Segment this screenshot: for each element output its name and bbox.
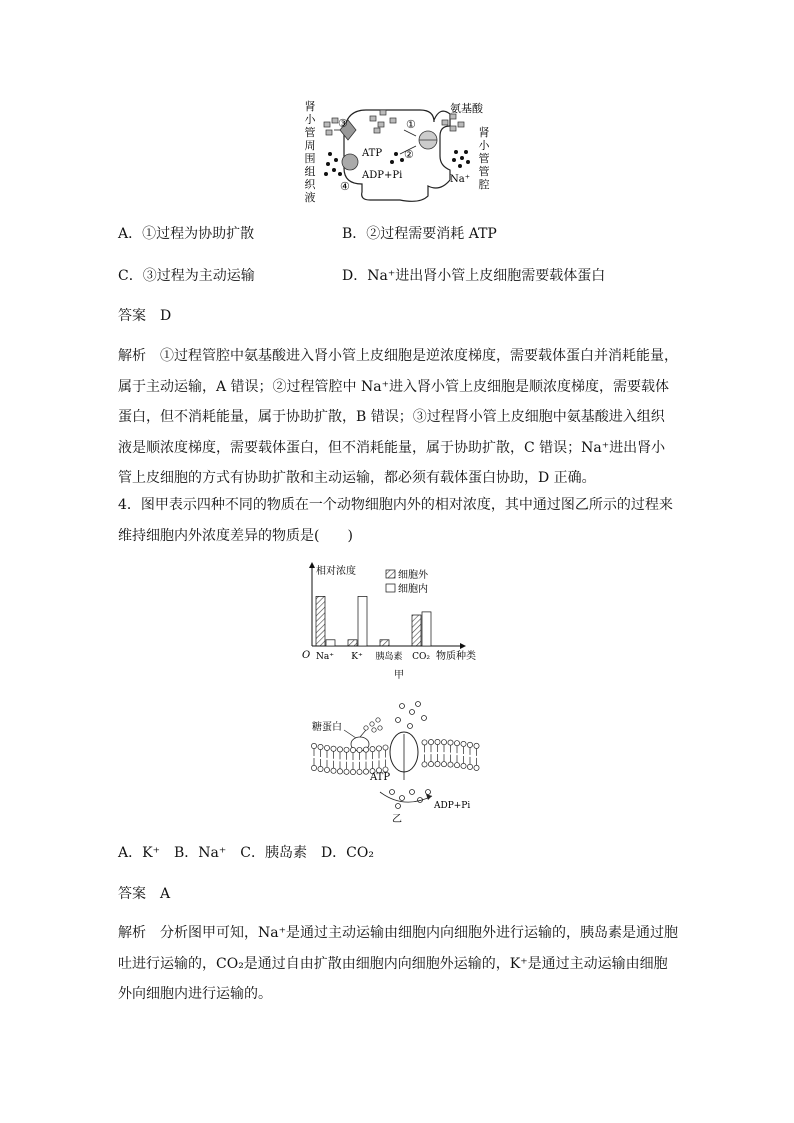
legend-label-inside: 细胞内 [398,584,428,595]
q4-answer [118,884,170,904]
y-axis-label: 相对浓度 [316,566,356,577]
legend-swatch-outside [386,570,395,578]
x-tick-label: 胰岛素 [375,652,403,662]
legend-label-outside: 细胞外 [398,570,428,581]
q3-option-d: D．Na⁺进出肾小管上皮细胞需要载体蛋白 [342,268,606,284]
answer-label: 答案 [118,308,146,324]
q3-answer [118,306,171,326]
concentration-bar-chart [298,560,480,686]
mark-1: ① [406,118,416,131]
x-tick-label: K⁺ [351,652,363,662]
atp-label: ATP [370,772,391,783]
atp-label: ATP [362,148,383,159]
x-tick-label: Na⁺ [316,652,334,662]
answer-label: 答案 [118,886,146,902]
q3-analysis [118,341,678,494]
amino-acid-label: 氨基酸 [450,102,483,115]
legend-swatch-inside [386,584,395,592]
mark-3: ③ [338,117,348,130]
x-axis-label: 物质种类 [436,651,476,662]
q4-stem: 4．图甲表示四种不同的物质在一个动物细胞内外的相对浓度，其中通过图乙所示的过程来维持细胞内外浓度差异的物质是( ) [118,497,673,544]
left-vertical-label: 肾小管周围组织液 [304,100,316,204]
q4-analysis [118,918,678,1010]
analysis-text: ①过程管腔中氨基酸进入肾小管上皮细胞是逆浓度梯度，需要载体蛋白并消耗能量，属于主动运输，A 错误；②过程管腔中 Na⁺进入肾小管上皮细胞是顺浓度梯度，需要载体蛋白，但不消耗能量，属于协助扩散，B 错误；③过程肾小管上皮细胞中氨基酸进入组织液是顺浓度梯度，需要载体蛋白，但不消耗能量，属于协助扩散，C 错误；Na⁺进出肾小管上皮细胞的方式有协助扩散和主动运输，都必须有载体蛋白协助，D 正确。 [118,348,678,486]
bar-inside-3 [422,612,431,646]
na-label: Na⁺ [450,174,470,185]
origin-label: O [302,650,311,661]
membrane-transport-diagram [308,700,488,826]
figure-caption: 乙 [392,814,402,825]
x-tick-label: CO₂ [412,652,430,662]
bar-inside-0 [326,640,335,646]
analysis-label: 解析 [118,925,146,941]
glycoprotein-label: 糖蛋白 [312,722,342,733]
answer-value: D [160,308,172,324]
q3-option-b: B．②过程需要消耗 ATP [342,226,497,242]
adp-label: ADP+Pi [362,170,403,181]
analysis-label: 解析 [118,348,146,364]
right-vertical-label: 肾小管管腔 [478,126,490,191]
mark-4: ④ [340,180,350,193]
bar-outside-3 [412,615,421,646]
bar-outside-0 [316,596,325,646]
adp-label: ADP+Pi [434,801,471,811]
q3-option-a: A．①过程为协助扩散 [118,226,255,242]
chart-title: 甲 [394,670,404,681]
q4-options: A．K⁺ B．Na⁺ C．胰岛素 D．CO₂ [118,845,374,861]
bar-inside-1 [358,596,367,646]
renal-tubule-diagram [300,96,500,208]
bar-outside-2 [380,640,389,646]
mark-2: ② [404,148,414,161]
bar-outside-1 [348,640,357,646]
answer-value: A [160,886,171,902]
q3-option-c: C．③过程为主动运输 [118,268,255,284]
analysis-text: 分析图甲可知，Na⁺是通过主动运输由细胞内向细胞外进行运输的，胰岛素是通过胞吐进行运输的，CO₂是通过自由扩散由细胞内向细胞外运输的，K⁺是通过主动运输由细胞外向细胞内进行运输的。 [118,925,678,1002]
